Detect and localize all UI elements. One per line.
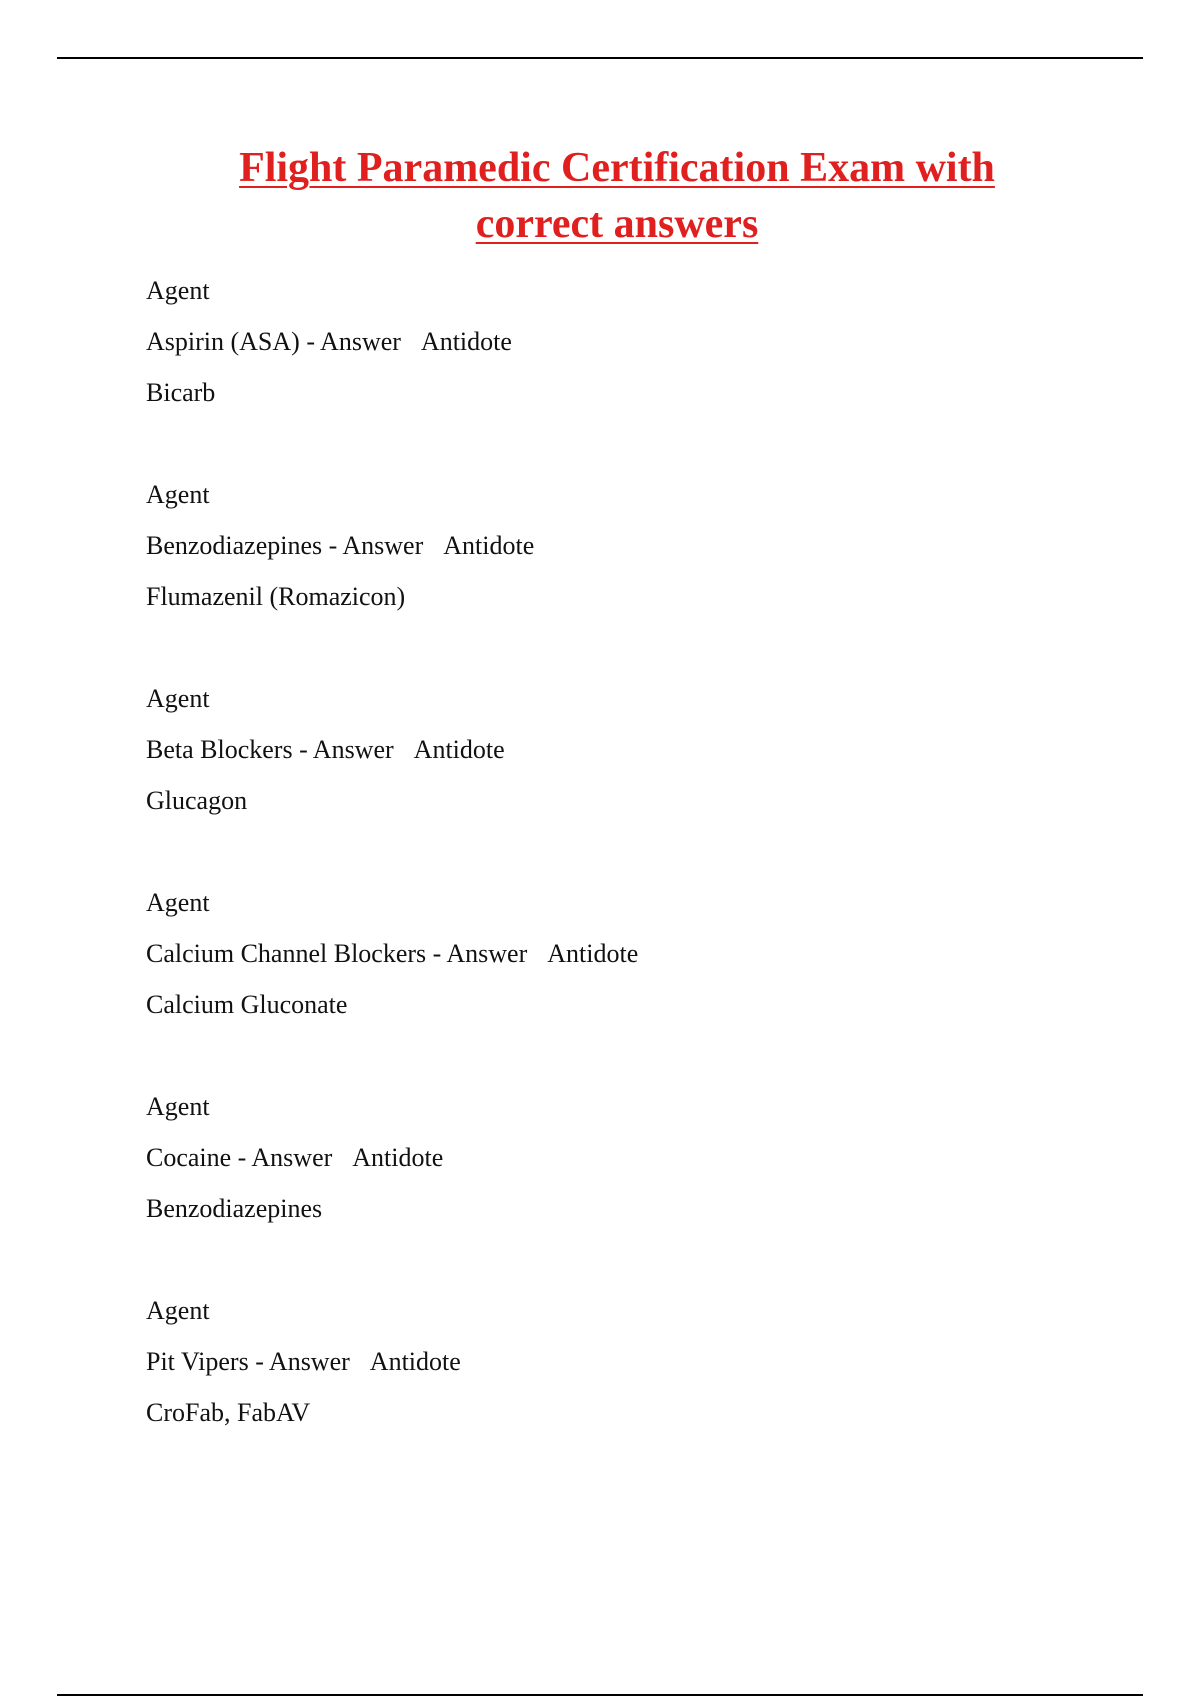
- entry-prompt: Agent: [146, 1092, 210, 1121]
- entry-question: Benzodiazepines - Answer: [146, 531, 424, 560]
- qa-entry: [146, 877, 1046, 1081]
- entry-prompt: Agent: [146, 684, 210, 713]
- entry-question: Cocaine - Answer: [146, 1143, 333, 1172]
- header-rule: [57, 57, 1143, 59]
- entry-question-line: [146, 1132, 1046, 1183]
- qa-entry: [146, 1285, 1046, 1489]
- entry-answer: Calcium Gluconate: [146, 990, 348, 1019]
- entry-question-line: [146, 1336, 1046, 1387]
- entry-answer: Flumazenil (Romazicon): [146, 582, 406, 611]
- entry-answer: Bicarb: [146, 378, 216, 407]
- qa-entry: [146, 469, 1046, 673]
- entry-answer: CroFab, FabAV: [146, 1398, 311, 1427]
- qa-entry: [146, 673, 1046, 877]
- entry-question-line: [146, 316, 1046, 367]
- qa-list: [146, 265, 1046, 1489]
- qa-entry: [146, 1081, 1046, 1285]
- entry-prompt: Agent: [146, 1296, 210, 1325]
- entry-question: Calcium Channel Blockers - Answer: [146, 939, 528, 968]
- entry-answer: Glucagon: [146, 786, 248, 815]
- entry-label: Antidote: [420, 327, 512, 356]
- entry-label: Antidote: [547, 939, 639, 968]
- entry-prompt: Agent: [146, 888, 210, 917]
- qa-entry: [146, 265, 1046, 469]
- footer-rule: [57, 1694, 1143, 1696]
- entry-question-line: [146, 724, 1046, 775]
- entry-prompt: Agent: [146, 480, 210, 509]
- entry-prompt: Agent: [146, 276, 210, 305]
- entry-label: Antidote: [413, 735, 505, 764]
- entry-question: Aspirin (ASA) - Answer: [146, 327, 401, 356]
- entry-label: Antidote: [443, 531, 535, 560]
- document-title-line-1: Flight Paramedic Certification Exam with: [239, 145, 995, 191]
- entry-question: Pit Vipers - Answer: [146, 1347, 350, 1376]
- entry-label: Antidote: [369, 1347, 461, 1376]
- document-title-line-2: correct answers: [475, 201, 759, 247]
- document-title: [0, 140, 1200, 252]
- entry-question-line: [146, 520, 1046, 571]
- entry-question-line: [146, 928, 1046, 979]
- entry-question: Beta Blockers - Answer: [146, 735, 394, 764]
- entry-label: Antidote: [352, 1143, 444, 1172]
- entry-answer: Benzodiazepines: [146, 1194, 323, 1223]
